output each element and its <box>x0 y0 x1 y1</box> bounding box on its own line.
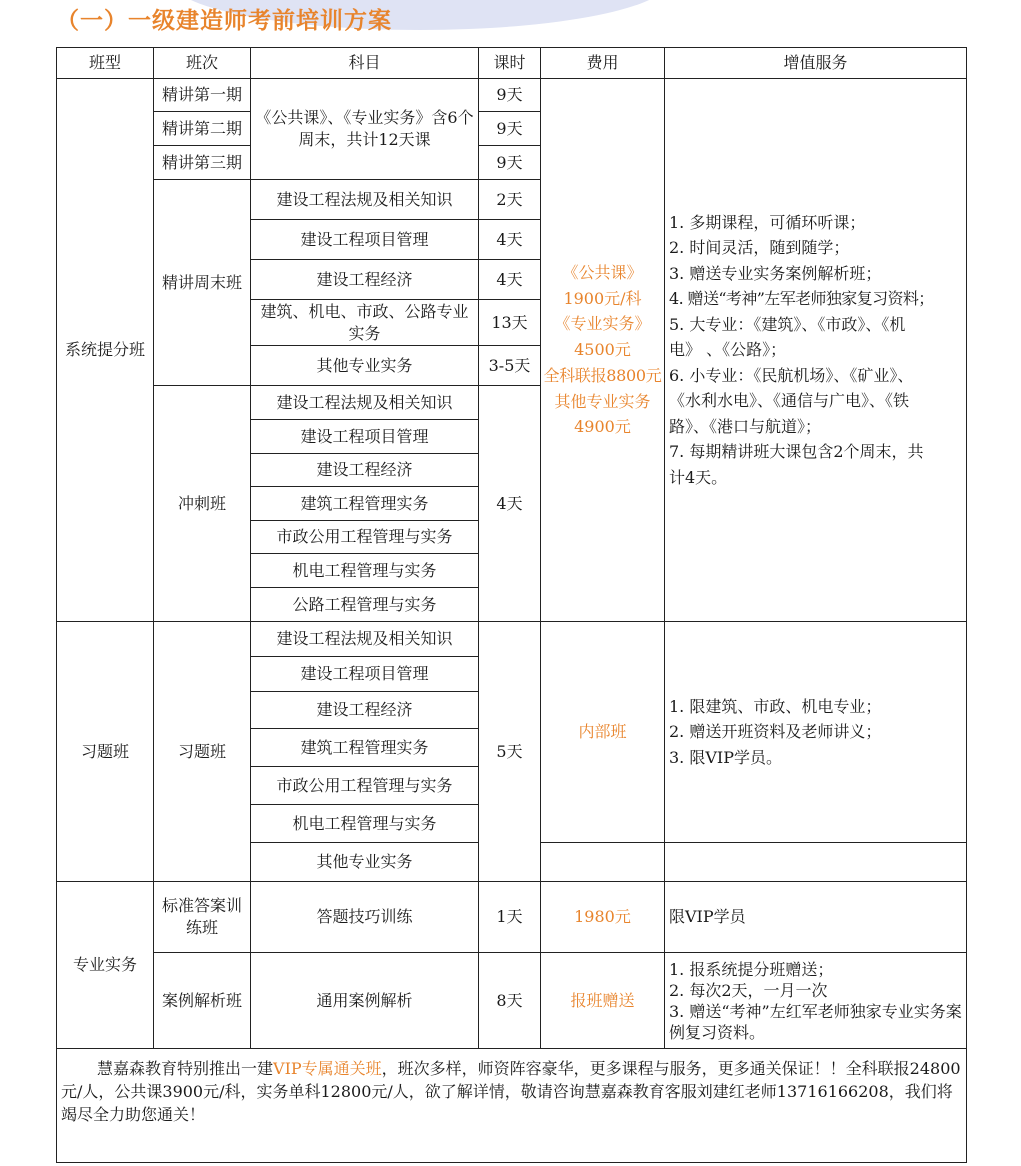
session-cell: 精讲第一期 <box>154 79 251 112</box>
training-plan-table <box>56 47 967 1163</box>
header-row <box>57 48 967 79</box>
hours-cell: 5天 <box>479 622 541 882</box>
service-line: 路》、《港口与航道》； <box>669 416 822 436</box>
session-cell: 精讲第二期 <box>154 112 251 146</box>
session-weekend: 精讲周末班 <box>154 180 251 386</box>
fee-line: 4500元 <box>574 340 631 360</box>
subject-cell: 建设工程法规及相关知识 <box>251 386 479 420</box>
header-fee: 费用 <box>541 48 665 79</box>
subject-cell: 机电工程管理与实务 <box>251 554 479 588</box>
subject-cell: 市政公用工程管理与实务 <box>251 767 479 805</box>
fee-line: 4900元 <box>574 417 631 437</box>
service-line: 2. 赠送开班资料及老师讲义； <box>669 722 882 742</box>
subject-cell: 建设工程经济 <box>251 260 479 300</box>
subject-cell: 《公共课》、《专业实务》含6个周末，共计12天课 <box>251 79 479 180</box>
fee-line: 《专业实务》 <box>554 314 651 334</box>
service-line: 2. 时间灵活，随到随学； <box>669 238 850 258</box>
header-services: 增值服务 <box>665 48 967 79</box>
subject-cell: 建筑、机电、市政、公路专业实务 <box>251 300 479 346</box>
subject-cell: 建设工程项目管理 <box>251 420 479 454</box>
session-sprint: 冲刺班 <box>154 386 251 622</box>
header-session: 班次 <box>154 48 251 79</box>
subject-cell: 建设工程法规及相关知识 <box>251 622 479 657</box>
fee-empty <box>541 843 665 882</box>
service-line: 5. 大专业：《建筑》、《市政》、《机 <box>669 314 906 334</box>
class-type-system: 系统提分班 <box>57 79 154 622</box>
session-standard: 标准答案训练班 <box>154 882 251 953</box>
fee-line: 其他专业实务 <box>554 391 651 411</box>
services-standard: 限VIP学员 <box>665 882 967 953</box>
subject-cell: 建设工程项目管理 <box>251 220 479 260</box>
subject-cell: 答题技巧训练 <box>251 882 479 953</box>
hours-cell: 9天 <box>479 146 541 180</box>
fee-line: 全科联报8800元 <box>543 365 662 385</box>
promo-text <box>57 1049 967 1163</box>
hours-cell: 4天 <box>479 260 541 300</box>
table-row <box>57 882 967 953</box>
subject-cell: 建设工程法规及相关知识 <box>251 180 479 220</box>
subject-cell: 市政公用工程管理与实务 <box>251 521 479 554</box>
subject-cell: 建设工程项目管理 <box>251 657 479 692</box>
footer-row <box>57 1049 967 1163</box>
service-line: 3. 限VIP学员。 <box>669 747 782 767</box>
header-subject: 科目 <box>251 48 479 79</box>
hours-cell: 8天 <box>479 953 541 1049</box>
service-line: 7. 每期精讲班大课包含2个周末，共 <box>669 442 924 462</box>
session-exercise: 习题班 <box>154 622 251 882</box>
service-line: 4. 赠送“考神”左军老师独家复习资料； <box>669 289 934 309</box>
hours-cell: 1天 <box>479 882 541 953</box>
hours-cell: 4天 <box>479 386 541 622</box>
session-case: 案例解析班 <box>154 953 251 1049</box>
promo-highlight: VIP专属通关班 <box>273 1059 382 1078</box>
subject-cell: 建筑工程管理实务 <box>251 729 479 767</box>
service-line: 3. 赠送专业实务案例解析班； <box>669 263 882 283</box>
service-line: 1. 限建筑、市政、机电专业； <box>669 696 882 716</box>
class-type-practice: 专业实务 <box>57 882 154 1049</box>
service-line: 《水利水电》、《通信与广电》、《铁 <box>669 391 910 411</box>
table-row <box>57 79 967 112</box>
header-class-type: 班型 <box>57 48 154 79</box>
page-title: （一）一级建造师考前培训方案 <box>56 7 392 34</box>
fee-system <box>541 79 665 622</box>
subject-cell: 建设工程经济 <box>251 692 479 729</box>
subject-cell: 建设工程经济 <box>251 454 479 487</box>
services-empty <box>665 843 967 882</box>
promo-before: 慧嘉森教育特别推出一建 <box>97 1059 274 1078</box>
session-cell: 精讲第三期 <box>154 146 251 180</box>
subject-cell: 其他专业实务 <box>251 843 479 882</box>
class-type-exercise: 习题班 <box>57 622 154 882</box>
hours-cell: 9天 <box>479 79 541 112</box>
fee-line: 1900元/科 <box>563 288 642 308</box>
fee-case: 报班赠送 <box>541 953 665 1049</box>
table-row <box>57 953 967 1049</box>
fee-line: 《公共课》 <box>562 263 643 283</box>
hours-cell: 2天 <box>479 180 541 220</box>
hours-cell: 13天 <box>479 300 541 346</box>
subject-cell: 建筑工程管理实务 <box>251 487 479 521</box>
service-line: 1. 报系统提分班赠送； <box>669 959 834 979</box>
promo-after: ，班次多样，师资阵容豪华，更多课程与服务，更多通关保证！！全科联报24800元/人，公共课3900元/科，实务单科12800元/人，欲了解详情，敬请咨询慧嘉森教育客服刘建红老师13716166208，我们将竭尽全力助您通关！ <box>61 1059 961 1124</box>
service-line: 3. 赠送“考神”左红军老师独家专业实务案例复习资料。 <box>669 1001 962 1042</box>
subject-cell: 机电工程管理与实务 <box>251 805 479 843</box>
hours-cell: 3-5天 <box>479 346 541 386</box>
service-line: 1. 多期课程，可循环听课； <box>669 212 866 232</box>
services-exercise <box>665 622 967 843</box>
subject-cell: 其他专业实务 <box>251 346 479 386</box>
services-case <box>665 953 967 1049</box>
fee-standard: 1980元 <box>541 882 665 953</box>
services-system <box>665 79 967 622</box>
table-row <box>57 622 967 657</box>
hours-cell: 9天 <box>479 112 541 146</box>
service-line: 6. 小专业：《民航机场》、《矿业》、 <box>669 365 914 385</box>
header-hours: 课时 <box>479 48 541 79</box>
hours-cell: 4天 <box>479 220 541 260</box>
service-line: 计4天。 <box>669 467 728 487</box>
service-line: 电》 、《公路》； <box>669 340 787 360</box>
fee-exercise: 内部班 <box>541 622 665 843</box>
subject-cell: 通用案例解析 <box>251 953 479 1049</box>
service-line: 2. 每次2天，一月一次 <box>669 980 828 1000</box>
subject-cell: 公路工程管理与实务 <box>251 588 479 622</box>
